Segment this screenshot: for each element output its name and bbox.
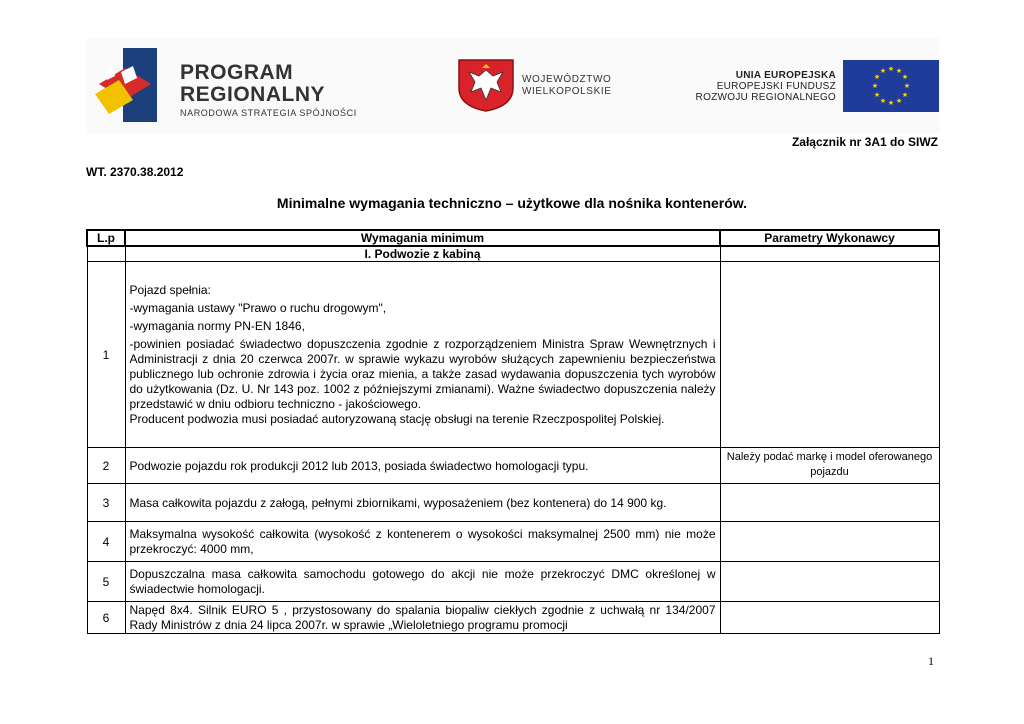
row-requirement: Maksymalna wysokość całkowita (wysokość z kontenerem o wysokości maksymalnej 2500 mm) nie może przekroczyć: 4000 mm, bbox=[125, 522, 720, 562]
table-row bbox=[87, 448, 939, 484]
row-number: 2 bbox=[87, 448, 125, 484]
row-requirement: Dopuszczalna masa całkowita samochodu gotowego do akcji nie może przekroczyć DMC określonej w świadectwie homologacji. bbox=[125, 562, 720, 602]
row-requirement: Podwozie pojazdu rok produkcji 2012 lub 2013, posiada świadectwo homologacji typu. bbox=[125, 448, 720, 484]
coat-of-arms-icon bbox=[457, 58, 515, 112]
svg-text:★: ★ bbox=[901, 91, 909, 99]
eu-flag-icon bbox=[843, 60, 939, 112]
row-number: 4 bbox=[87, 522, 125, 562]
svg-text:★: ★ bbox=[895, 67, 903, 75]
program-subtitle: NARODOWA STRATEGIA SPÓJNOŚCI bbox=[180, 108, 357, 118]
svg-text:★: ★ bbox=[879, 97, 887, 105]
table-row bbox=[87, 602, 939, 634]
section-row bbox=[87, 246, 939, 262]
svg-text:★: ★ bbox=[895, 97, 903, 105]
svg-text:★: ★ bbox=[871, 82, 879, 90]
svg-text:★: ★ bbox=[903, 82, 911, 90]
header-lp: L.p bbox=[87, 230, 125, 246]
row-parameter-input[interactable]: Należy podać markę i model oferowanego pojazdu bbox=[720, 448, 939, 484]
program-title: PROGRAM REGIONALNY bbox=[180, 61, 326, 106]
header-parameters: Parametry Wykonawcy bbox=[720, 230, 939, 246]
requirements-table bbox=[86, 229, 940, 634]
svg-text:★: ★ bbox=[887, 65, 895, 73]
region-name: WOJEWÓDZTWO WIELKOPOLSKIE bbox=[522, 74, 612, 97]
svg-text:★: ★ bbox=[901, 73, 909, 81]
row-requirement: Pojazd spełnia: -wymagania ustawy "Prawo o ruchu drogowym", -wymagania normy PN-EN 1846, -powinien posiadać świadectwo dopuszczenia zgodnie z rozporządzeniem Ministra Spraw Wewnętrznych i Administracji z dnia 20 czerwca 2007r. w sprawie wykazu wyrobów służących zapewnieniu bezpieczeństwa publicznego lub ochronie zdrowia i życia oraz mienia, a także zasad wydawania dopuszczenia tych wyrobów do użytkowania (Dz. U. Nr 143 poz. 1002 z późniejszymi zmianami). Ważne świadectwo dopuszczenia należy przedstawić w dniu odbioru techniczno - jakościowego. Producent podwozia musi posiadać autoryzowaną stację obsługi na terenie Rzeczpospolitej Polskiej. bbox=[125, 262, 720, 448]
svg-text:★: ★ bbox=[887, 99, 895, 107]
row-number: 6 bbox=[87, 602, 125, 634]
svg-text:★: ★ bbox=[879, 67, 887, 75]
header-requirements: Wymagania minimum bbox=[125, 230, 720, 246]
annex-label: Załącznik nr 3A1 do SIWZ bbox=[791, 135, 938, 149]
table-row bbox=[87, 484, 939, 522]
row-parameter-input[interactable] bbox=[720, 262, 939, 448]
svg-text:★: ★ bbox=[873, 73, 881, 81]
row-parameter-input[interactable] bbox=[720, 602, 939, 634]
table-row bbox=[87, 522, 939, 562]
row-parameter-input[interactable] bbox=[720, 484, 939, 522]
row-parameter-input[interactable] bbox=[720, 522, 939, 562]
section-title: I. Podwozie z kabiną bbox=[125, 246, 720, 262]
page-number: 1 bbox=[928, 654, 934, 668]
eu-fund-text: UNIA EUROPEJSKA EUROPEJSKI FUNDUSZ ROZWOJU REGIONALNEGO bbox=[695, 70, 836, 103]
row-requirement: Napęd 8x4. Silnik EURO 5 , przystosowany do spalania biopaliw ciekłych zgodnie z uchwałą nr 134/2007 Rady Ministrów z dnia 24 lipca 2007r. w sprawie „Wieloletniego programu promocji bbox=[125, 602, 720, 634]
row-number: 5 bbox=[87, 562, 125, 602]
table-header-row bbox=[87, 230, 939, 246]
table-row bbox=[87, 562, 939, 602]
row-requirement: Masa całkowita pojazdu z załogą, pełnymi zbiornikami, wyposażeniem (bez kontenera) do 14 900 kg. bbox=[125, 484, 720, 522]
row-number: 1 bbox=[87, 262, 125, 448]
document-title: Minimalne wymagania techniczno – użytkowe dla nośnika kontenerów. bbox=[276, 195, 748, 211]
svg-text:★: ★ bbox=[873, 91, 881, 99]
reference-number: WT. 2370.38.2012 bbox=[86, 165, 184, 179]
table-row bbox=[87, 262, 939, 448]
program-regionalny-logo bbox=[93, 44, 163, 126]
row-parameter-input[interactable] bbox=[720, 562, 939, 602]
row-number: 3 bbox=[87, 484, 125, 522]
